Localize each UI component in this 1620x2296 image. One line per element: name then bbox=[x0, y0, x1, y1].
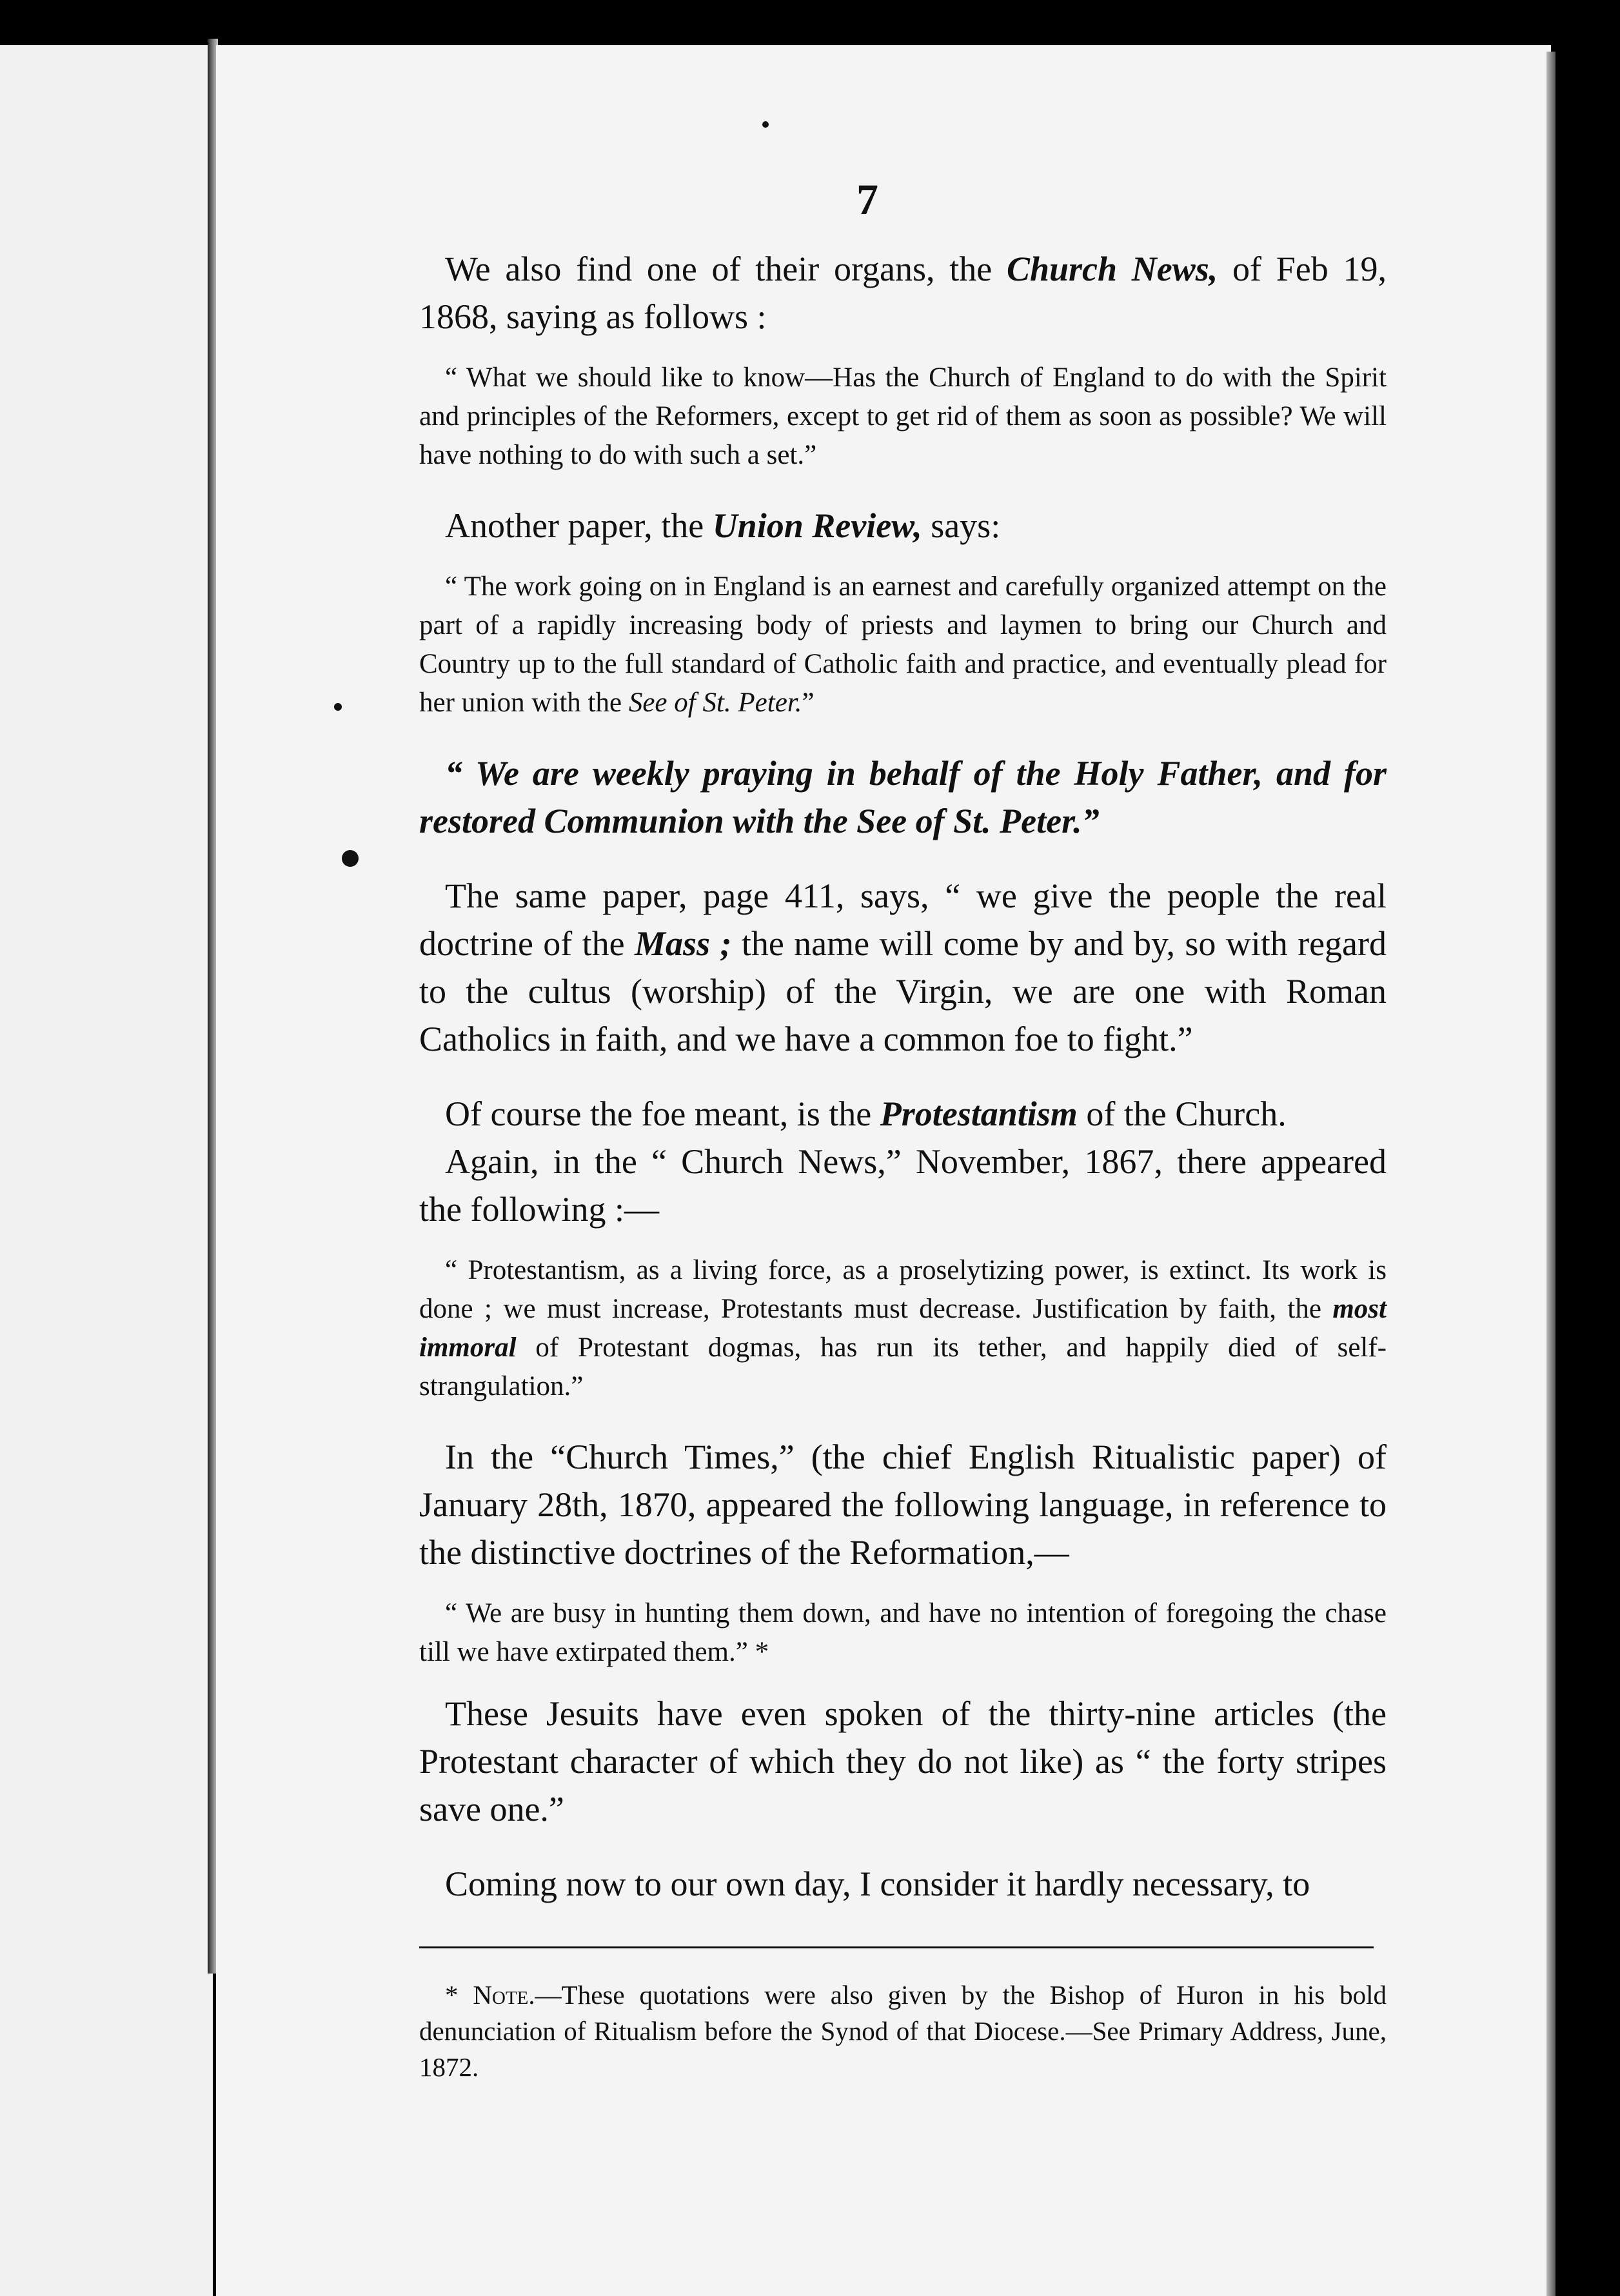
ink-speck bbox=[342, 850, 359, 867]
paragraph: Another paper, the Union Review, says: bbox=[445, 506, 1001, 545]
footnote-rule bbox=[419, 1946, 1374, 1948]
paragraph: In the “Church Times,” (the chief English Ritualistic paper) of January 28th, 1870, appeared the following language, in reference to the distinctive doctrines of the Reformation,— bbox=[419, 1438, 1387, 1572]
footnote: * Note.—These quotations were also given by the Bishop of Huron in his bold denunciation of Ritualism before the Synod of that Diocese.—See Primary Address, June, 1872. bbox=[419, 1980, 1387, 2082]
paragraph: Again, in the “ Church News,” November, 1867, there appeared the following :— bbox=[419, 1142, 1387, 1229]
block-quote: “ Protestantism, as a living force, as a proselytizing power, is extinct. Its work is done ; we must increase, Protestants must decrease. Justification by faith, the most immoral of Protestant dogmas, has run its tether, and happily died of self-strangulation.” bbox=[419, 1255, 1387, 1401]
ink-speck bbox=[762, 121, 769, 128]
page-number: 7 bbox=[856, 175, 878, 224]
block-quote: “ The work going on in England is an earnest and carefully organized attempt on the part of a rapidly increasing body of priests and laymen to bring our Church and Country up to the full standard of Catholic faith and practice, and eventually plead for her union with the See of St. Peter.” bbox=[419, 571, 1387, 718]
ink-speck bbox=[334, 703, 342, 711]
paragraph: We also find one of their organs, the Church News, of Feb 19, 1868, saying as follows : bbox=[419, 250, 1387, 336]
background-shadow bbox=[1556, 58, 1620, 2296]
block-quote: “ What we should like to know—Has the Church of England to do with the Spirit and principles of the Reformers, except to get rid of them as soon as possible? We will have nothing to do with such a set.” bbox=[419, 362, 1387, 470]
block-quote: “ We are busy in hunting them down, and have no intention of foregoing the chase till we have extirpated them.” * bbox=[419, 1598, 1387, 1667]
paragraph: These Jesuits have even spoken of the thirty-nine articles (the Protestant character of which they do not like) as “ the forty stripes save one.” bbox=[419, 1694, 1387, 1828]
page-edge bbox=[1546, 52, 1556, 2296]
paragraph: Of course the foe meant, is the Protestantism of the Church. bbox=[445, 1094, 1287, 1133]
left-page bbox=[0, 45, 213, 2296]
page-body bbox=[419, 245, 1387, 2085]
paragraph: Coming now to our own day, I consider it hardly necessary, to bbox=[445, 1865, 1310, 1903]
italic-quote: “ We are weekly praying in behalf of the Holy Father, and for restored Communion with the See of St. Peter.” bbox=[419, 754, 1387, 840]
paragraph: The same paper, page 411, says, “ we give the people the real doctrine of the Mass ; the name will come by and by, so with regard to the cultus (worship) of the Virgin, we are one with Roman Catholics in faith, and we have a common foe to fight.” bbox=[419, 876, 1387, 1058]
